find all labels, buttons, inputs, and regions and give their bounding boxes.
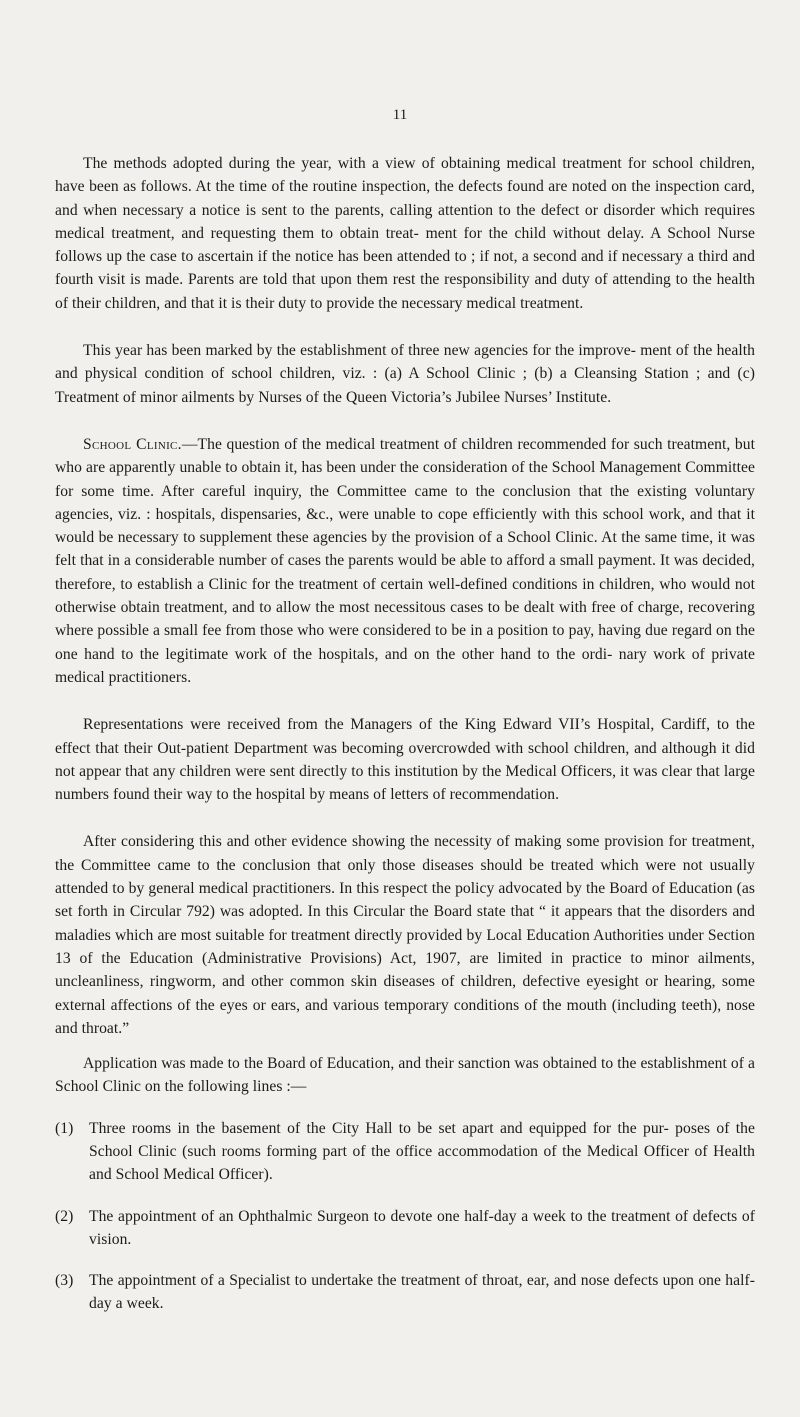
school-clinic-text: —The question of the medical treatment of children recommended for such treatment, but who are apparently unable to obtain it, has been under the consideration of the School Management Committee for some time. After careful inquiry, the Committee came to the conclusion that the existing voluntary agencies, viz. : hospitals, dispensaries, &c., were unable to cope efficiently with this school work, and that it would be necessary to supplement these agencies by the provision of a School Clinic. At the same time, it was felt that in a considerable number of cases the parents would be able to afford a small payment. It was decided, therefore, to establish a Clinic for the treatment of certain well-defined conditions in children, who would not otherwise obtain treatment, and to allow the most necessitous cases to be dealt with free of charge, recovering where possible a small fee from those who were considered to be in a position to pay, having due regard on the one hand to the legitimate work of the hospitals, and on the other hand to the ordi- nary work of private medical practitioners. xyxy=(55,435,755,686)
list-item-number: (2) xyxy=(55,1207,74,1225)
list-item-text: Three rooms in the basement of the City Hall to be set apart and equipped for the pur- poses of the School Clinic (such rooms forming part of the office accommodation of the Medical Officer of Health and School Medical Officer). xyxy=(89,1119,755,1184)
document-body xyxy=(55,152,755,1334)
list-item-number: (1) xyxy=(55,1119,74,1137)
list-item-text: The appointment of an Ophthalmic Surgeon to devote one half-day a week to the treatment of defects of vision. xyxy=(89,1207,755,1248)
section-heading-school-clinic: School Clinic. xyxy=(83,435,182,453)
paragraph-school-clinic xyxy=(55,433,755,689)
list-item-text: The appointment of a Specialist to undertake the treatment of throat, ear, and nose defects upon one half-day a week. xyxy=(89,1272,755,1313)
clinic-lines-list xyxy=(55,1117,755,1316)
list-item xyxy=(55,1205,755,1252)
list-item xyxy=(55,1117,755,1187)
paragraph-evidence: After considering this and other evidence showing the necessity of making some provision for treatment, the Committee came to the conclusion that only those diseases should be treated which were not usually attended to by general medical practitioners. In this respect the policy advocated by the Board of Education (as set forth in Circular 792) was adopted. In this Circular the Board state that “ it appears that the disorders and maladies which are most suitable for treatment directly provided by Local Education Authorities under Section 13 of the Education (Administrative Provisions) Act, 1907, are limited in practice to minor ailments, uncleanliness, ringworm, and other common skin diseases of children, defective eyesight or hearing, some external affections of the eyes or ears, and various temporary conditions of the mouth (including teeth), nose and throat.” xyxy=(55,833,755,1037)
list-item-number: (3) xyxy=(55,1272,74,1290)
paragraph-representations: Representations were received from the Managers of the King Edward VII’s Hospital, Cardiff, to the effect that their Out-patient Department was becoming overcrowded with school children, and although it did not appear that any children were sent directly to this institution by the Medical Officers, it was clear that large numbers found their way to the hospital by means of letters of recommendation. xyxy=(55,716,755,804)
paragraph-treatment-methods: The methods adopted during the year, with a view of obtaining medical treatment for school children, have been as follows. At the time of the routine inspection, the defects found are noted on the inspection card, and when necessary a notice is sent to the parents, calling attention to the defect or disorder which requires medical treatment, and requesting them to obtain treat- ment for the child without delay. A School Nurse follows up the case to ascertain if the notice has been attended to ; if not, a second and if necessary a third and fourth visit is made. Parents are told that upon them rest the responsibility and duty of attending to the health of their children, and that it is their duty to provide the necessary medical treatment. xyxy=(55,155,755,312)
page-number: 11 xyxy=(392,107,408,123)
paragraph-new-agencies: This year has been marked by the establishment of three new agencies for the improve- ment of the health and physical condition of school children, viz. : (a) A School Clinic ; (b) a Cleansing Station ; and (c) Treatment of minor ailments by Nurses of the Queen Victoria’s Jubilee Nurses’ Institute. xyxy=(55,342,755,406)
paragraph-application: Application was made to the Board of Education, and their sanction was obtained to the establishment of a School Clinic on the following lines :— xyxy=(55,1055,755,1096)
list-item xyxy=(55,1269,755,1316)
